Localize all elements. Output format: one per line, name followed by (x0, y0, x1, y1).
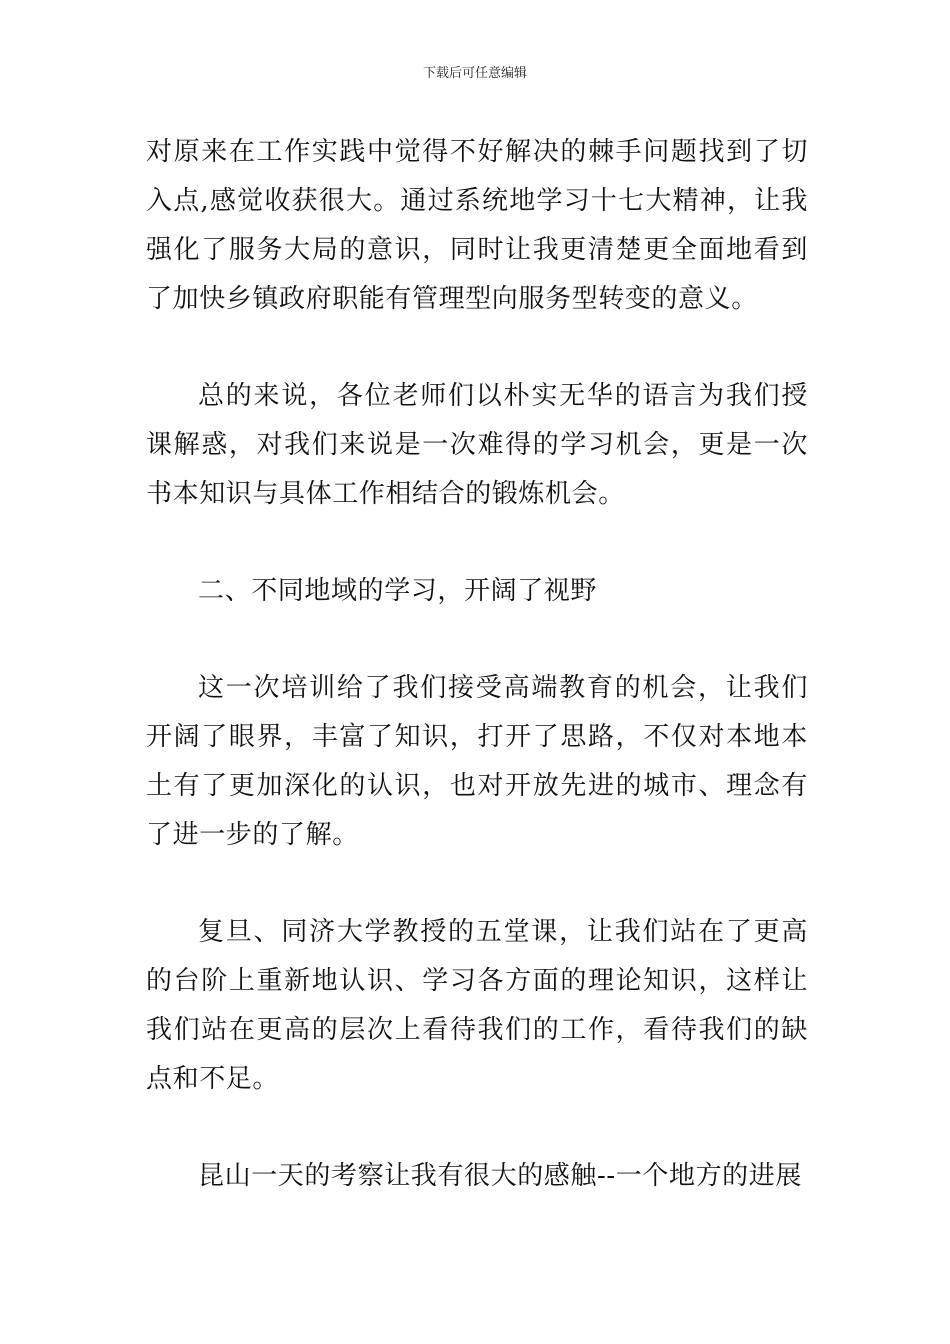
page-header: 下载后可任意编辑 (422, 66, 527, 81)
paragraph-kunshan: 昆山一天的考察让我有很大的感触--一个地方的进展 (198, 1161, 802, 1191)
document-body (146, 128, 808, 1201)
paragraph-continuation: 对原来在工作实践中觉得不好解决的棘手问题找到了切入点,感觉收获很大。通过系统地学习十七大精神，让我强化了服务大局的意识，同时让我更清楚更全面地看到了加快乡镇政府职能有管理型向服务型转变的意义。 (146, 137, 808, 314)
section-heading: 二、不同地域的学习，开阔了视野 (198, 576, 598, 606)
paragraph-training: 这一次培训给了我们接受高端教育的机会，让我们开阔了眼界，丰富了知识，打开了思路，不仅对本地本土有了更加深化的认识，也对开放先进的城市、理念有了进一步的了解。 (146, 673, 808, 850)
paragraph-summary: 总的来说，各位老师们以朴实无华的语言为我们授课解惑，对我们来说是一次难得的学习机会，更是一次书本知识与具体工作相结合的锻炼机会。 (146, 381, 808, 509)
paragraph-lectures: 复旦、同济大学教授的五堂课，让我们站在了更高的台阶上重新地认识、学习各方面的理论知识，这样让我们站在更高的层次上看待我们的工作，看待我们的缺点和不足。 (146, 917, 808, 1094)
